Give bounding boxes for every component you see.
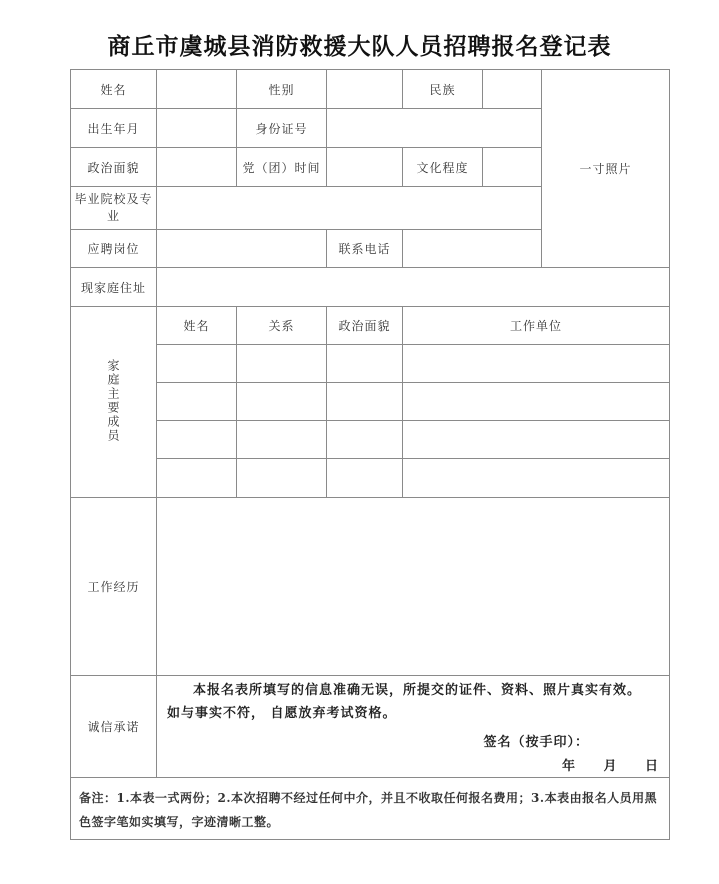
family-label-text: 家庭主要成员 <box>106 358 120 443</box>
school-major-label: 毕业院校及专业 <box>71 187 157 230</box>
family-header-workplace: 工作单位 <box>403 307 670 345</box>
family-cell[interactable] <box>403 459 670 498</box>
id-number-field[interactable] <box>327 109 542 148</box>
integrity-label: 诚信承诺 <box>71 676 157 778</box>
education-label: 文化程度 <box>403 148 483 187</box>
party-time-field[interactable] <box>327 148 403 187</box>
family-cell[interactable] <box>237 459 327 498</box>
family-header-political: 政治面貌 <box>327 307 403 345</box>
id-number-label: 身份证号 <box>237 109 327 148</box>
family-cell[interactable] <box>237 383 327 421</box>
ethnicity-field[interactable] <box>483 70 542 109</box>
family-cell[interactable] <box>157 383 237 421</box>
address-label: 现家庭住址 <box>71 268 157 307</box>
remarks: 备注：1.本表一式两份；2.本次招聘不经过任何中介，并且不收取任何报名费用；3.本表由报名人员用黑色签字笔如实填写，字迹清晰工整。 <box>71 778 670 840</box>
family-cell[interactable] <box>237 421 327 459</box>
family-cell[interactable] <box>327 459 403 498</box>
family-cell[interactable] <box>403 383 670 421</box>
party-time-label: 党（团）时间 <box>237 148 327 187</box>
family-row <box>71 345 670 383</box>
name-field[interactable] <box>157 70 237 109</box>
pledge-line-1: 本报名表所填写的信息准确无误，所提交的证件、资料、照片真实有效。 <box>193 682 642 698</box>
phone-label: 联系电话 <box>327 230 403 268</box>
date-label: 年 月 日 <box>561 758 659 774</box>
family-cell[interactable] <box>157 459 237 498</box>
signature-label: 签名（按手印）： <box>483 734 589 750</box>
school-major-field[interactable] <box>157 187 542 230</box>
family-cell[interactable] <box>237 345 327 383</box>
address-field[interactable] <box>157 268 670 307</box>
family-label <box>71 307 157 498</box>
work-history-label: 工作经历 <box>71 498 157 676</box>
pledge-line-2: 如与事实不符， 自愿放弃考试资格。 <box>167 705 397 721</box>
ethnicity-label: 民族 <box>403 70 483 109</box>
family-cell[interactable] <box>327 421 403 459</box>
family-row <box>71 459 670 498</box>
position-label: 应聘岗位 <box>71 230 157 268</box>
photo-box[interactable]: 一寸照片 <box>542 70 670 268</box>
family-cell[interactable] <box>403 421 670 459</box>
family-header-relation: 关系 <box>237 307 327 345</box>
registration-form <box>70 69 670 840</box>
family-cell[interactable] <box>157 345 237 383</box>
education-field[interactable] <box>483 148 542 187</box>
family-row <box>71 421 670 459</box>
pledge-cell <box>157 676 670 778</box>
form-title: 商丘市虞城县消防救援大队人员招聘报名登记表 <box>107 33 612 60</box>
birth-label: 出生年月 <box>71 109 157 148</box>
political-label: 政治面貌 <box>71 148 157 187</box>
family-cell[interactable] <box>403 345 670 383</box>
family-row <box>71 383 670 421</box>
name-label: 姓名 <box>71 70 157 109</box>
political-field[interactable] <box>157 148 237 187</box>
family-cell[interactable] <box>157 421 237 459</box>
family-cell[interactable] <box>327 345 403 383</box>
gender-label: 性别 <box>237 70 327 109</box>
pledge-text <box>157 677 669 777</box>
phone-field[interactable] <box>403 230 542 268</box>
position-field[interactable] <box>157 230 327 268</box>
family-header-name: 姓名 <box>157 307 237 345</box>
gender-field[interactable] <box>327 70 403 109</box>
work-history-field[interactable] <box>157 498 670 676</box>
family-cell[interactable] <box>327 383 403 421</box>
birth-field[interactable] <box>157 109 237 148</box>
